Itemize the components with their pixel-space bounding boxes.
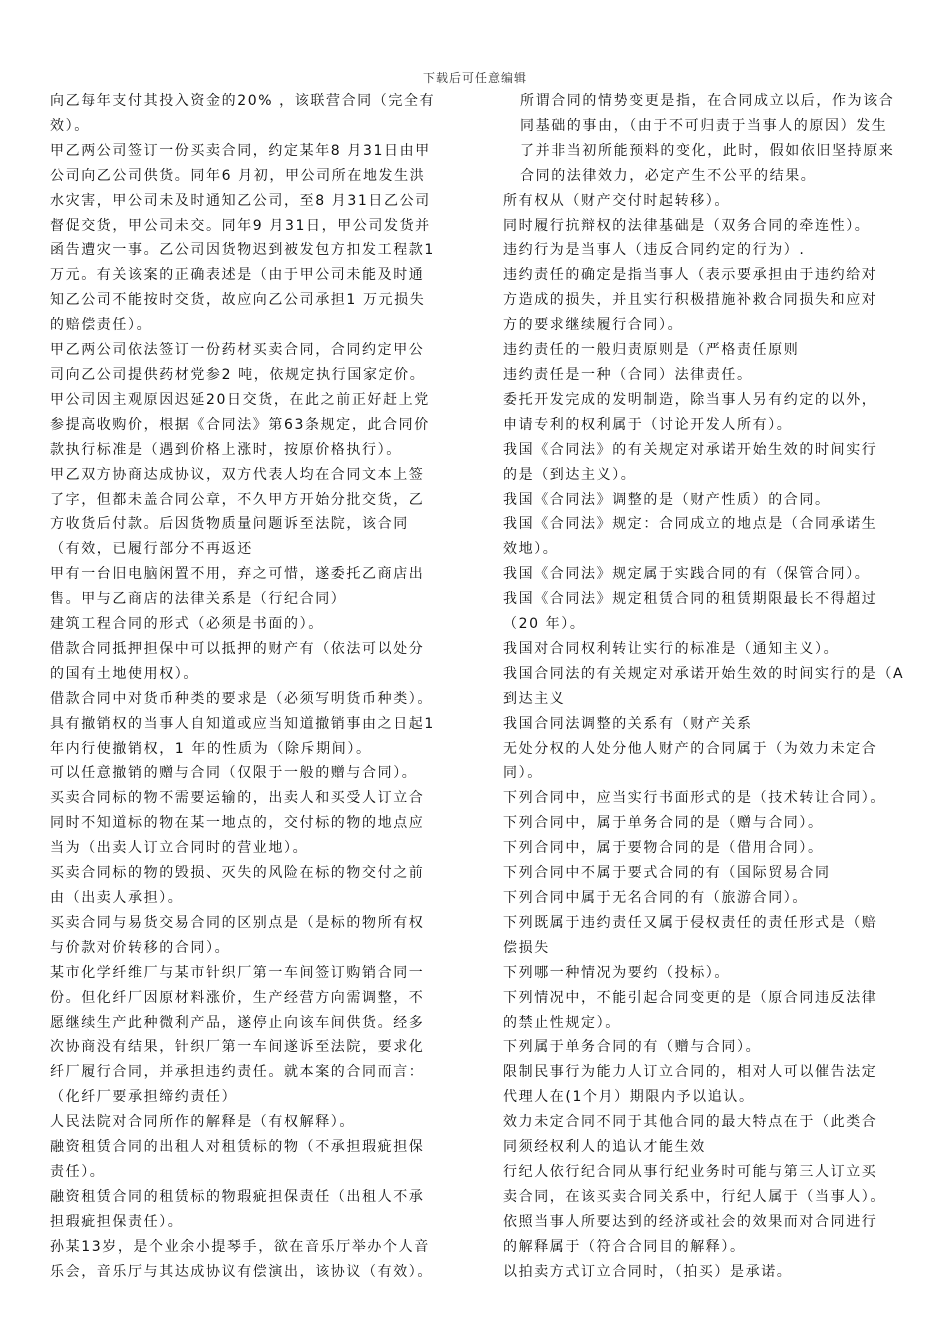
- text-line: 所谓合同的情势变更是指，在合同成立以后，作为该合: [520, 93, 895, 109]
- text-line: 方造成的损失，并且实行积极措施补救合同损失和应对: [503, 292, 878, 309]
- text-line: 我国《合同法》规定：合同成立的地点是（合同承诺生: [503, 516, 878, 533]
- text-line: 参提高收购价，根据《合同法》第63条规定，此合同价: [50, 416, 430, 433]
- text-line: 申请专利的权利属于（讨论开发人所有）。: [503, 416, 793, 433]
- text-line: 甲公司因主观原因迟延20日交货，在此之前正好赶上党: [50, 391, 430, 408]
- text-line: 孙某13岁，是个业余小提琴手，欲在音乐厅举办个人音: [50, 1238, 430, 1255]
- text-line: 下列情况中，不能引起合同变更的是（原合同违反法律: [503, 989, 878, 1006]
- text-line: 水灾害，甲公司未及时通知乙公司，至8 月31日乙公司: [50, 192, 431, 209]
- text-line: 我国对合同权利转让实行的标准是（通知主义）。: [503, 640, 840, 657]
- text-line: 下列合同中，应当实行书面形式的是（技术转让合同）。: [503, 790, 886, 807]
- text-line: 担瑕疵担保责任）。: [50, 1213, 184, 1230]
- text-line: 下列既属于违约责任又属于侵权责任的责任形式是（赔: [503, 914, 878, 931]
- text-line: 效地）。: [503, 541, 559, 558]
- text-line: 依照当事人所要达到的经济或社会的效果而对合同进行: [503, 1213, 878, 1230]
- text-line: 方的要求继续履行合同）。: [503, 317, 684, 334]
- text-line: 次协商没有结果，针织厂第一车间遂诉至法院，要求化: [50, 1039, 425, 1056]
- text-line: 万元。有关该案的正确表述是（由于甲公司未能及时通: [50, 267, 425, 284]
- text-line: （有效，已履行部分不再返还: [50, 541, 253, 558]
- text-line: 份。但化纤厂因原材料涨价，生产经营方向需调整，不: [50, 989, 425, 1006]
- text-line: 我国《合同法》的有关规定对承诺开始生效的时间实行: [503, 441, 878, 458]
- text-line: 了字，但都未盖合同公章，不久甲方开始分批交货，乙: [50, 491, 425, 508]
- text-line: 同时不知道标的物在某一地点的，交付标的物的地点应: [50, 815, 425, 832]
- text-line: 下列哪一种情况为要约（投标）。: [503, 964, 730, 981]
- text-line: 建筑工程合同的形式（必须是书面的）。: [50, 616, 324, 633]
- text-line: 可以任意撤销的赠与合同（仅限于一般的赠与合同）。: [50, 765, 418, 782]
- text-line: 向乙每年支付其投入资金的20% ，该联营合同（完全有: [50, 93, 436, 109]
- text-line: 违约责任的一般归责原则是（严格责任原则: [503, 342, 800, 359]
- text-line: 当为（出卖人订立合同时的营业地）。: [50, 840, 309, 857]
- text-line: 款执行标准是（遇到价格上涨时，按原价格执行）。: [50, 441, 402, 458]
- text-line: 我国《合同法》规定租赁合同的租赁期限最长不得超过: [503, 591, 878, 608]
- text-line: 具有撤销权的当事人自知道或应当知道撤销事由之日起1: [50, 715, 435, 732]
- text-line: 的解释属于（符合合同目的解释）。: [503, 1238, 746, 1255]
- text-line: 同基础的事由，（由于不可归责于当事人的原因）发生: [520, 117, 888, 134]
- text-line: 下列合同中不属于要式合同的有（国际贸易合同: [503, 865, 831, 882]
- text-line: 愿继续生产此种微利产品，遂停止向该车间供货。经多: [50, 1014, 425, 1031]
- text-line: 人民法院对合同所作的解释是（有权解释）。: [50, 1114, 355, 1131]
- text-line: 甲有一台旧电脑闲置不用，弃之可惜，遂委托乙商店出: [50, 566, 425, 583]
- text-line: 我国合同法的有关规定对承诺开始生效的时间实行的是（A: [503, 665, 905, 682]
- text-line: 了并非当初所能预料的变化，此时，假如依旧坚持原来: [520, 142, 895, 159]
- text-line: 卖合同，在该买卖合同关系中，行纪人属于（当事人）。: [503, 1188, 886, 1205]
- text-line: 下列属于单务合同的有（赠与合同）。: [503, 1039, 762, 1056]
- text-line: 纤厂履行合同，并承担违约责任。就本案的合同而言：: [50, 1064, 425, 1081]
- text-line: 买卖合同标的物的毁损、灭失的风险在标的物交付之前: [50, 865, 425, 882]
- text-line: 甲乙双方协商达成协议，双方代表人均在合同文本上签: [50, 466, 425, 483]
- text-line: 下列合同中，属于要物合同的是（借用合同）。: [503, 840, 824, 857]
- text-line: 偿损失: [503, 939, 550, 956]
- text-line: （20 年）。: [503, 616, 586, 633]
- text-line: 买卖合同与易货交易合同的区别点是（是标的物所有权: [50, 914, 425, 931]
- text-line: 合同的法律效力，必定产生不公平的结果。: [520, 167, 817, 184]
- text-line: 违约责任是一种（合同）法律责任。: [503, 366, 753, 383]
- text-line: 借款合同抵押担保中可以抵押的财产有（依法可以处分: [50, 640, 425, 657]
- text-line: 代理人在(1个月）期限内予以追认。: [503, 1089, 755, 1106]
- text-line: 知乙公司不能按时交货，故应向乙公司承担1 万元损失: [50, 292, 426, 309]
- text-line: 所有权从（财产交付时起转移）。: [503, 192, 730, 209]
- text-line: 公司向乙公司供货。同年6 月初，甲公司所在地发生洪: [50, 167, 426, 184]
- left-column: [50, 89, 450, 1285]
- text-line: 督促交货，甲公司未交。同年9 月31日，甲公司发货并: [50, 217, 431, 234]
- text-line: 到达主义: [503, 690, 566, 707]
- text-line: 融资租赁合同的出租人对租赁标的物（不承担瑕疵担保: [50, 1139, 425, 1156]
- right-column: [503, 89, 923, 1285]
- text-line: 的国有土地使用权）。: [50, 665, 199, 682]
- text-line: 我国《合同法》规定属于实践合同的有（保管合同）。: [503, 566, 871, 583]
- text-line: 下列合同中属于无名合同的有（旅游合同）。: [503, 890, 808, 906]
- text-line: 甲乙两公司依法签订一份药材买卖合同，合同约定甲公: [50, 342, 425, 359]
- page-header: 下载后可任意编辑: [422, 71, 527, 85]
- text-line: 方收货后付款。后因货物质量问题诉至法院，该合同: [50, 516, 409, 533]
- text-line: 融资租赁合同的租赁标的物瑕疵担保责任（出租人不承: [50, 1188, 425, 1205]
- text-line: 甲乙两公司签订一份买卖合同，约定某年8 月31日由甲: [50, 142, 431, 159]
- text-line: 的是（到达主义）。: [503, 466, 637, 483]
- text-line: 下列合同中，属于单务合同的是（赠与合同）。: [503, 815, 824, 832]
- text-line: 违约责任的确定是指当事人（表示要承担由于违约给对: [503, 267, 878, 284]
- text-line: 我国《合同法》调整的是（财产性质）的合同。: [503, 491, 831, 508]
- text-line: （化纤厂要承担缔约责任）: [50, 1089, 238, 1106]
- text-line: 乐会，音乐厅与其达成协议有偿演出，该协议（有效）。: [50, 1263, 433, 1280]
- text-line: 效力未定合同不同于其他合同的最大特点在于（此类合: [503, 1114, 878, 1131]
- text-line: 我国合同法调整的关系有（财产关系: [503, 715, 753, 732]
- text-line: 借款合同中对货币种类的要求是（必须写明货币种类）。: [50, 690, 433, 707]
- text-line: 同须经权利人的追认才能生效: [503, 1139, 706, 1156]
- text-line: 函告遭灾一事。乙公司因货物迟到被发包方扣发工程款1: [50, 242, 435, 259]
- text-line: 买卖合同标的物不需要运输的，出卖人和买受人订立合: [50, 790, 425, 807]
- text-line: 由（出卖人承担）。: [50, 890, 184, 906]
- text-line: 司向乙公司提供药材党参2 吨，依规定执行国家定价。: [50, 366, 426, 383]
- text-line: 违约行为是当事人（违反合同约定的行为）.: [503, 242, 806, 259]
- text-line: 的禁止性规定）。: [503, 1014, 621, 1031]
- text-line: 售。甲与乙商店的法律关系是（行纪合同）: [50, 591, 347, 608]
- text-line: 限制民事行为能力人订立合同的，相对人可以催告法定: [503, 1064, 878, 1081]
- text-line: 同）。: [503, 765, 543, 782]
- text-line: 效）。: [50, 117, 90, 134]
- text-line: 无处分权的人处分他人财产的合同属于（为效力未定合: [503, 740, 878, 757]
- text-line: 责任）。: [50, 1163, 106, 1180]
- text-line: 与价款对价转移的合同）。: [50, 939, 231, 956]
- text-line: 委托开发完成的发明制造，除当事人另有约定的以外，: [503, 391, 878, 408]
- text-line: 同时履行抗辩权的法律基础是（双务合同的牵连性）。: [503, 217, 871, 234]
- text-line: 行纪人依行纪合同从事行纪业务时可能与第三人订立买: [503, 1163, 878, 1180]
- text-line: 某市化学纤维厂与某市针织厂第一车间签订购销合同一: [50, 964, 425, 981]
- text-line: 的赔偿责任）。: [50, 317, 153, 334]
- text-line: 以拍卖方式订立合同时，（拍买）是承诺。: [503, 1263, 793, 1280]
- text-line: 年内行使撤销权，1 年的性质为（除斥期间）。: [50, 740, 372, 757]
